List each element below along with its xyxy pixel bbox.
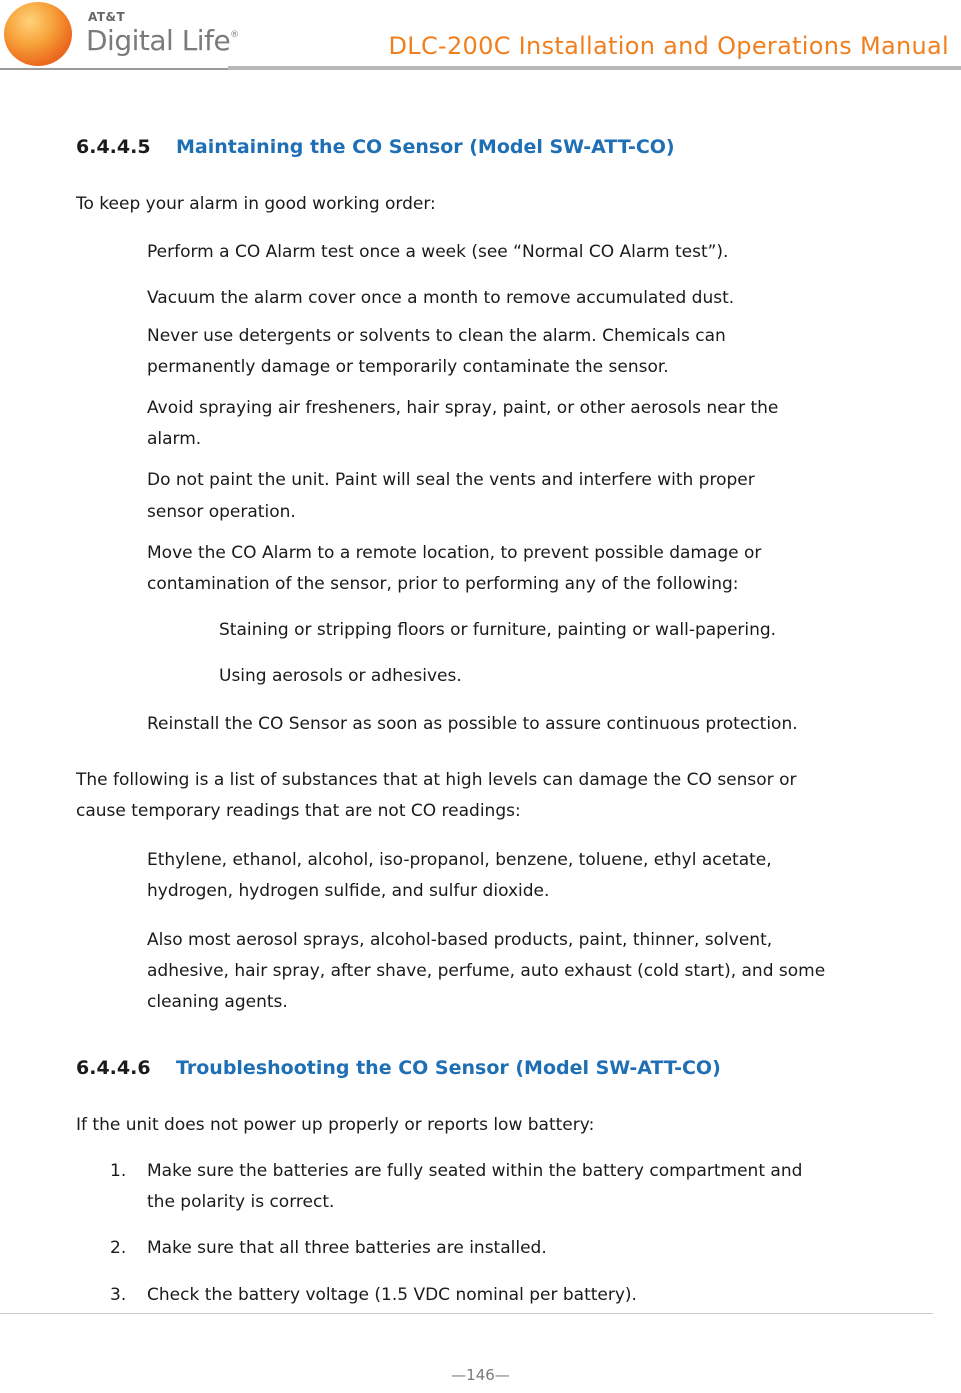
maintain-subitem: Staining or stripping floors or furniture, painting or wall-papering. xyxy=(219,620,777,640)
maintain-item: Never use detergents or solvents to clean the alarm. Chemicals can xyxy=(147,326,726,346)
page-header xyxy=(0,0,961,70)
step-text: Make sure that all three batteries are installed. xyxy=(147,1238,547,1258)
att-globe-logo-icon xyxy=(4,2,72,66)
section-title: Troubleshooting the CO Sensor (Model SW-ATT-CO) xyxy=(176,1057,721,1079)
footer-divider xyxy=(0,1313,933,1314)
header-divider-left xyxy=(0,68,228,70)
step-number: 1. xyxy=(110,1161,127,1181)
logo-product xyxy=(86,24,239,57)
substance-item: Also most aerosol sprays, alcohol-based products, paint, thinner, solvent, xyxy=(147,930,773,950)
header-divider-right xyxy=(228,66,961,70)
document-title: DLC-200C Installation and Operations Manual xyxy=(388,32,949,60)
substance-item-cont: adhesive, hair spray, after shave, perfume, auto exhaust (cold start), and some xyxy=(147,961,826,981)
troubleshoot-intro: If the unit does not power up properly or reports low battery: xyxy=(76,1115,595,1135)
maintain-item-cont: permanently damage or temporarily contaminate the sensor. xyxy=(147,357,669,377)
substances-intro-cont: cause temporary readings that are not CO readings: xyxy=(76,801,521,821)
logo-brand: AT&T xyxy=(88,10,126,24)
maintain-subitem: Using aerosols or adhesives. xyxy=(219,666,462,686)
maintain-item: Do not paint the unit. Paint will seal the vents and interfere with proper xyxy=(147,470,755,490)
step-number: 2. xyxy=(110,1238,127,1258)
substances-intro: The following is a list of substances that at high levels can damage the CO sensor or xyxy=(76,770,797,790)
section-title: Maintaining the CO Sensor (Model SW-ATT-CO) xyxy=(176,136,675,158)
maintain-item-cont: alarm. xyxy=(147,429,202,449)
step-number: 3. xyxy=(110,1285,127,1305)
maintain-item-cont: contamination of the sensor, prior to performing any of the following: xyxy=(147,574,739,594)
maintain-reinstall: Reinstall the CO Sensor as soon as possible to assure continuous protection. xyxy=(147,714,798,734)
maintain-intro: To keep your alarm in good working order: xyxy=(76,194,436,214)
step-text-cont: the polarity is correct. xyxy=(147,1192,335,1212)
substance-item-cont: hydrogen, hydrogen sulfide, and sulfur dioxide. xyxy=(147,881,550,901)
maintain-item: Avoid spraying air fresheners, hair spray, paint, or other aerosols near the xyxy=(147,398,779,418)
maintain-item: Move the CO Alarm to a remote location, to prevent possible damage or xyxy=(147,543,762,563)
logo-registered-mark: ® xyxy=(230,30,239,40)
substance-item-cont: cleaning agents. xyxy=(147,992,288,1012)
section-heading-troubleshooting xyxy=(76,1057,721,1079)
page-number: —146— xyxy=(451,1366,510,1384)
maintain-item: Perform a CO Alarm test once a week (see “Normal CO Alarm test”). xyxy=(147,242,729,262)
maintain-item: Vacuum the alarm cover once a month to remove accumulated dust. xyxy=(147,288,735,308)
step-text: Check the battery voltage (1.5 VDC nominal per battery). xyxy=(147,1285,637,1305)
step-text: Make sure the batteries are fully seated within the battery compartment and xyxy=(147,1161,803,1181)
section-number: 6.4.4.5 xyxy=(76,136,151,158)
logo-product-text: Digital Life xyxy=(86,24,231,57)
section-heading-maintaining xyxy=(76,136,675,158)
substance-item: Ethylene, ethanol, alcohol, iso-propanol, benzene, toluene, ethyl acetate, xyxy=(147,850,772,870)
maintain-item-cont: sensor operation. xyxy=(147,502,296,522)
section-number: 6.4.4.6 xyxy=(76,1057,151,1079)
